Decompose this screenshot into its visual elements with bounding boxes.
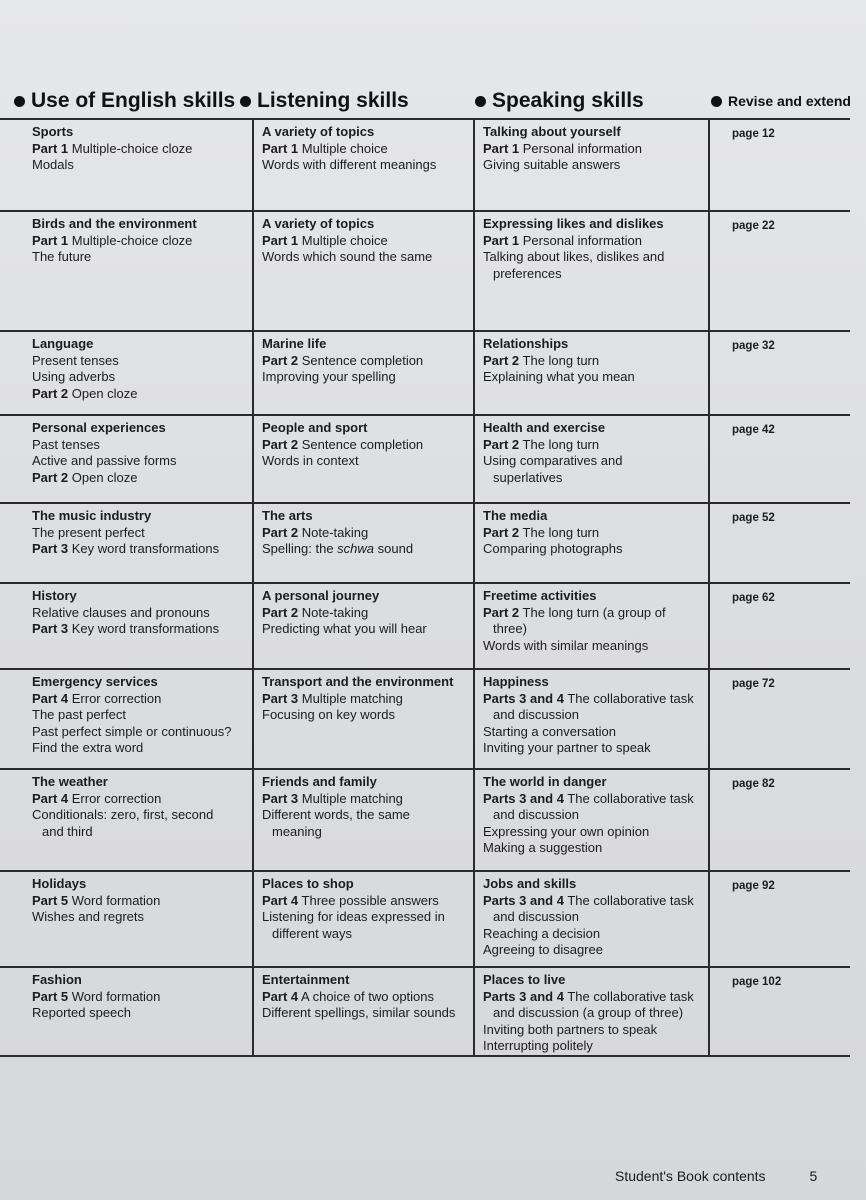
unit-title: Emergency services <box>32 674 158 689</box>
unit-title: Places to live <box>483 972 566 987</box>
skill-line <box>262 525 469 542</box>
skill-line <box>483 470 705 487</box>
skill-line <box>483 807 705 824</box>
skill-line <box>262 926 469 943</box>
part-label: Part 4 <box>32 690 69 706</box>
skill-text: Inviting your partner to speak <box>483 740 651 755</box>
skill-line <box>262 141 469 158</box>
page-reference[interactable]: page 82 <box>732 778 775 790</box>
skill-line <box>262 989 469 1006</box>
skill-text: preferences <box>493 265 562 281</box>
unit-speaking-cell <box>483 972 705 1055</box>
skill-text: The past perfect <box>32 707 126 722</box>
skill-line <box>32 470 248 487</box>
unit-speaking-cell <box>483 588 705 654</box>
skill-line <box>262 791 469 808</box>
unit-listening-cell <box>262 216 469 266</box>
skill-line <box>483 740 705 757</box>
unit-title: Friends and family <box>262 774 377 789</box>
skill-text: Key word transformations <box>68 541 220 556</box>
unit-listening-cell <box>262 876 469 942</box>
skill-text: meaning <box>272 823 322 839</box>
skill-text: Reaching a decision <box>483 925 601 941</box>
skill-line <box>483 893 705 910</box>
skill-text: Past tenses <box>32 436 100 452</box>
skill-text: Active and passive forms <box>32 453 177 468</box>
skill-line <box>483 707 705 724</box>
skill-text: Improving your spelling <box>262 369 396 384</box>
skill-line <box>483 989 705 1006</box>
page-reference[interactable]: page 12 <box>732 128 775 140</box>
unit-speaking-cell <box>483 216 705 282</box>
row-divider <box>0 118 850 120</box>
skill-line <box>483 638 705 655</box>
part-label: Part 1 <box>483 232 520 248</box>
page-reference[interactable]: page 42 <box>732 424 775 436</box>
skill-text: Multiple matching <box>298 690 403 706</box>
skill-line <box>483 141 705 158</box>
skill-text: The future <box>32 249 92 264</box>
bullet-icon <box>475 96 486 107</box>
unit-speaking-cell <box>483 774 705 857</box>
unit-title: Fashion <box>32 972 82 987</box>
header-label: Listening skills <box>257 89 409 112</box>
header-speaking <box>475 82 644 120</box>
skill-line <box>483 621 705 638</box>
unit-listening-cell <box>262 124 469 174</box>
skill-text: superlatives <box>493 469 563 485</box>
page-reference[interactable]: page 52 <box>732 512 775 524</box>
part-label: Part 1 <box>262 232 299 248</box>
part-label: Part 2 <box>262 524 299 540</box>
unit-title: Freetime activities <box>483 588 597 603</box>
skill-text: The collaborative task <box>563 790 694 806</box>
part-label: Part 4 <box>32 790 69 806</box>
unit-listening-cell <box>262 508 469 558</box>
part-label: Part 3 <box>262 790 299 806</box>
unit-title: A variety of topics <box>262 124 375 139</box>
skill-line <box>483 840 705 857</box>
page-footer <box>615 1168 817 1184</box>
row-divider <box>0 1055 850 1057</box>
unit-listening-cell <box>262 774 469 840</box>
page-reference[interactable]: page 92 <box>732 880 775 892</box>
skill-line <box>483 1022 705 1039</box>
header-use-of-english <box>14 82 235 120</box>
unit-english-cell <box>32 972 248 1022</box>
skill-line <box>262 807 469 824</box>
skill-line <box>262 233 469 250</box>
row-divider <box>0 414 850 416</box>
skill-text: Different words, the same <box>262 807 410 822</box>
unit-english-cell <box>32 216 248 266</box>
header-label: Revise and extend <box>728 93 851 109</box>
skill-line <box>483 824 705 841</box>
skill-text: and third <box>42 823 93 839</box>
skill-line <box>32 740 248 757</box>
unit-english-cell <box>32 124 248 174</box>
unit-speaking-cell <box>483 674 705 757</box>
skill-line <box>262 893 469 910</box>
skill-line <box>483 437 705 454</box>
skill-text: Multiple matching <box>298 790 403 806</box>
skill-text: Comparing photographs <box>483 541 623 556</box>
unit-title: Personal experiences <box>32 420 166 435</box>
skill-line <box>262 453 469 470</box>
skill-text: Inviting both partners to speak <box>483 1021 658 1037</box>
unit-listening-cell <box>262 972 469 1022</box>
footer-label: Student's Book contents <box>615 1168 766 1184</box>
page-reference[interactable]: page 32 <box>732 340 775 352</box>
skill-line <box>32 233 248 250</box>
skill-text: Words with different meanings <box>262 157 437 172</box>
unit-english-cell <box>32 674 248 757</box>
skill-line <box>32 1005 248 1022</box>
skill-line <box>262 369 469 386</box>
unit-speaking-cell <box>483 420 705 486</box>
skill-text: Word formation <box>68 892 161 908</box>
skill-text: Open cloze <box>68 385 138 401</box>
part-label: Part 2 <box>483 604 520 620</box>
skill-text: Three possible answers <box>298 892 439 908</box>
skill-line <box>483 942 705 959</box>
part-label: Part 2 <box>32 469 69 485</box>
skill-line <box>262 353 469 370</box>
skill-text: Starting a conversation <box>483 723 616 739</box>
unit-title: The world in danger <box>483 774 607 789</box>
skill-text: The collaborative task <box>563 892 694 908</box>
skill-text: A choice of two options <box>298 988 435 1004</box>
unit-english-cell <box>32 876 248 926</box>
skill-text: The long turn (a group of <box>519 604 666 620</box>
skill-line <box>32 386 248 403</box>
skill-text: Personal information <box>519 232 642 248</box>
bullet-icon <box>240 96 251 107</box>
unit-speaking-cell <box>483 124 705 174</box>
header-revise-extend <box>711 82 851 120</box>
column-divider <box>708 118 710 1055</box>
unit-title: The media <box>483 508 548 523</box>
skill-line <box>32 141 248 158</box>
unit-title: Jobs and skills <box>483 876 577 891</box>
header-listening <box>240 82 409 120</box>
skill-line <box>32 724 248 741</box>
skill-text: Using adverbs <box>32 369 116 384</box>
part-label: Part 5 <box>32 892 69 908</box>
part-label: Part 2 <box>32 385 69 401</box>
skill-line <box>32 691 248 708</box>
part-label: Part 1 <box>32 232 69 248</box>
skill-text: Using comparatives and <box>483 453 623 468</box>
skill-text: and discussion <box>493 807 579 822</box>
skill-line <box>32 353 248 370</box>
unit-title: Expressing likes and dislikes <box>483 216 664 231</box>
skill-text: Conditionals: zero, first, second <box>32 807 214 822</box>
page-number: 5 <box>809 1168 818 1184</box>
skill-line <box>483 369 705 386</box>
unit-speaking-cell <box>483 508 705 558</box>
unit-title: Marine life <box>262 336 327 351</box>
part-label: Part 3 <box>32 621 69 636</box>
part-label: Parts 3 and 4 <box>483 690 564 706</box>
skill-line <box>32 157 248 174</box>
row-divider <box>0 210 850 212</box>
unit-title: The music industry <box>32 508 152 523</box>
part-label: Parts 3 and 4 <box>483 892 564 908</box>
part-label: Parts 3 and 4 <box>483 988 564 1004</box>
contents-table <box>0 118 850 1055</box>
unit-listening-cell <box>262 588 469 638</box>
column-divider <box>252 118 254 1055</box>
skill-line <box>262 249 469 266</box>
skill-text: Find the extra word <box>32 740 144 755</box>
skill-text: Explaining what you mean <box>483 369 635 384</box>
skill-text: The long turn <box>519 436 600 452</box>
skill-line <box>32 249 248 266</box>
page-reference[interactable]: page 62 <box>732 592 775 604</box>
skill-text: The collaborative task <box>563 690 694 706</box>
skill-text: Words with similar meanings <box>483 637 649 653</box>
unit-speaking-cell <box>483 336 705 386</box>
skill-text: Error correction <box>68 690 162 706</box>
skill-text: The present perfect <box>32 524 145 540</box>
part-label: Part 2 <box>483 436 520 452</box>
skill-text: and discussion <box>493 707 579 722</box>
unit-title: Entertainment <box>262 972 350 987</box>
skill-line <box>262 909 469 926</box>
unit-title: Transport and the environment <box>262 674 454 689</box>
unit-title: Places to shop <box>262 876 354 891</box>
table-header <box>0 82 866 120</box>
unit-title: The arts <box>262 508 313 523</box>
skill-text: different ways <box>272 925 352 941</box>
skill-text: Word formation <box>68 988 161 1004</box>
skill-line <box>32 525 248 542</box>
skill-line <box>262 621 469 638</box>
skill-text: Wishes and regrets <box>32 909 144 924</box>
skill-line <box>32 541 248 558</box>
skill-text: Agreeing to disagree <box>483 942 603 957</box>
skill-line <box>32 824 248 841</box>
unit-english-cell <box>32 774 248 840</box>
part-label: Parts 3 and 4 <box>483 790 564 806</box>
skill-text: Error correction <box>68 790 162 806</box>
skill-text: Multiple-choice cloze <box>68 232 193 248</box>
part-label: Part 1 <box>483 140 520 156</box>
skill-line <box>32 707 248 724</box>
skill-text: Giving suitable answers <box>483 157 621 172</box>
unit-speaking-cell <box>483 876 705 959</box>
unit-listening-cell <box>262 336 469 386</box>
skill-text: Interrupting politely <box>483 1038 593 1053</box>
skill-line <box>262 691 469 708</box>
skill-line <box>262 541 469 558</box>
column-divider <box>473 118 475 1055</box>
skill-text: Sentence completion <box>298 436 424 452</box>
skill-line <box>483 724 705 741</box>
skill-text: Sentence completion <box>298 352 424 368</box>
skill-text: sound <box>374 541 414 556</box>
row-divider <box>0 768 850 770</box>
part-label: Part 2 <box>262 352 299 368</box>
skill-text: and discussion <box>493 909 579 924</box>
unit-listening-cell <box>262 674 469 724</box>
unit-title: Talking about yourself <box>483 124 621 139</box>
skill-line <box>483 453 705 470</box>
skill-line <box>483 541 705 558</box>
skill-line <box>483 909 705 926</box>
part-label: Part 1 <box>262 140 299 156</box>
skill-text: Personal information <box>519 140 642 156</box>
skill-line <box>483 233 705 250</box>
skill-text: Modals <box>32 157 74 172</box>
skill-text: Multiple choice <box>298 232 388 248</box>
unit-title: Language <box>32 336 94 351</box>
unit-english-cell <box>32 420 248 486</box>
skill-text: and discussion (a group of three) <box>493 1005 684 1020</box>
skill-text: Expressing your own opinion <box>483 823 650 839</box>
unit-title: Sports <box>32 124 74 139</box>
bullet-icon <box>711 96 722 107</box>
skill-text: Present tenses <box>32 352 119 368</box>
skill-line <box>262 437 469 454</box>
part-label: Part 2 <box>262 604 299 620</box>
row-divider <box>0 668 850 670</box>
skill-line <box>483 525 705 542</box>
part-label: Part 2 <box>483 352 520 368</box>
part-label: Part 4 <box>262 988 299 1004</box>
skill-text: Open cloze <box>68 469 138 485</box>
skill-text: Words in context <box>262 453 359 468</box>
row-divider <box>0 502 850 504</box>
skill-line <box>483 266 705 283</box>
unit-title: Holidays <box>32 876 87 891</box>
skill-text: Multiple-choice cloze <box>68 140 193 156</box>
skill-text: Words which sound the same <box>262 249 433 264</box>
skill-line <box>483 1005 705 1022</box>
unit-title: People and sport <box>262 420 368 435</box>
unit-title: Happiness <box>483 674 549 689</box>
skill-text: Multiple choice <box>298 140 388 156</box>
skill-line <box>32 791 248 808</box>
skill-text: Key word transformations <box>68 621 220 636</box>
row-divider <box>0 330 850 332</box>
skill-line <box>32 909 248 926</box>
skill-text: Past perfect simple or continuous? <box>32 723 232 739</box>
skill-text: Note-taking <box>298 524 369 540</box>
unit-title: A variety of topics <box>262 216 375 231</box>
skill-text: The long turn <box>519 524 600 540</box>
skill-line <box>483 605 705 622</box>
unit-listening-cell <box>262 420 469 470</box>
skill-text: The long turn <box>519 352 600 368</box>
skill-text: Spelling: the <box>262 541 338 556</box>
skill-text: Focusing on key words <box>262 707 395 722</box>
skill-text: Note-taking <box>298 604 369 620</box>
skill-line <box>483 791 705 808</box>
skill-text: Reported speech <box>32 1005 132 1020</box>
page-reference[interactable]: page 72 <box>732 678 775 690</box>
skill-line <box>32 605 248 622</box>
part-label: Part 3 <box>262 690 299 706</box>
skill-line <box>32 621 248 638</box>
skill-line <box>483 1038 705 1055</box>
part-label: Part 2 <box>262 436 299 452</box>
skill-line <box>32 807 248 824</box>
skill-line <box>483 353 705 370</box>
skill-line <box>483 926 705 943</box>
skill-text: three) <box>493 621 527 636</box>
skill-line <box>262 824 469 841</box>
skill-line <box>483 249 705 266</box>
unit-title: Relationships <box>483 336 569 351</box>
skill-line <box>32 989 248 1006</box>
unit-title: The weather <box>32 774 108 789</box>
part-label: Part 3 <box>32 541 69 556</box>
part-label: Part 4 <box>262 892 299 908</box>
row-divider <box>0 582 850 584</box>
part-label: Part 1 <box>32 140 69 156</box>
skill-line <box>262 605 469 622</box>
skill-line <box>483 157 705 174</box>
page-reference[interactable]: page 22 <box>732 220 775 232</box>
part-label: Part 2 <box>483 524 520 540</box>
row-divider <box>0 870 850 872</box>
skill-line <box>262 157 469 174</box>
skill-text: The collaborative task <box>563 988 694 1004</box>
part-label: Part 5 <box>32 988 69 1004</box>
unit-title: Birds and the environment <box>32 216 197 231</box>
page-reference[interactable]: page 102 <box>732 976 782 988</box>
unit-title: A personal journey <box>262 588 380 603</box>
unit-title: Health and exercise <box>483 420 606 435</box>
skill-line <box>262 1005 469 1022</box>
skill-text: Talking about likes, dislikes and <box>483 249 665 264</box>
header-label: Use of English skills <box>31 89 236 112</box>
skill-line <box>32 893 248 910</box>
skill-text: Relative clauses and pronouns <box>32 604 210 620</box>
unit-title: History <box>32 588 77 603</box>
skill-line <box>32 437 248 454</box>
unit-english-cell <box>32 508 248 558</box>
bullet-icon <box>14 96 25 107</box>
header-label: Speaking skills <box>492 89 644 112</box>
unit-english-cell <box>32 588 248 638</box>
skill-text-italic: schwa <box>337 541 375 556</box>
skill-line <box>32 453 248 470</box>
skill-text: Predicting what you will hear <box>262 621 427 636</box>
skill-line <box>32 369 248 386</box>
skill-text: Different spellings, similar sounds <box>262 1005 456 1020</box>
unit-english-cell <box>32 336 248 402</box>
row-divider <box>0 966 850 968</box>
skill-line <box>262 707 469 724</box>
skill-line <box>483 691 705 708</box>
skill-text: Making a suggestion <box>483 840 603 855</box>
skill-text: Listening for ideas expressed in <box>262 909 445 924</box>
